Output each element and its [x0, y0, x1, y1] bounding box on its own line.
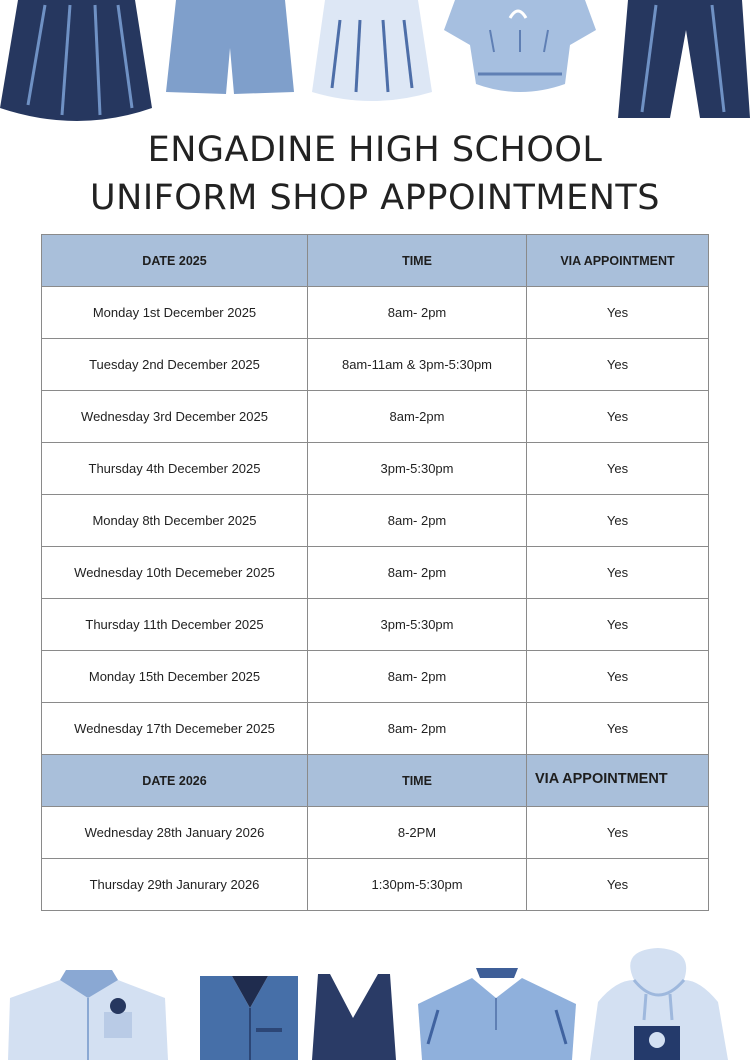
trousers-icon: [618, 0, 750, 118]
page-title: [0, 126, 750, 222]
appointment-cell: Yes: [527, 495, 709, 547]
vest-icon: [200, 976, 298, 1060]
bottom-clothing-illustrations: [0, 940, 750, 1060]
polo-shirt-icon: [418, 968, 576, 1060]
appointment-column-header: VIA APPOINTMENT: [527, 755, 709, 807]
date-cell: Monday 8th December 2025: [42, 495, 308, 547]
table-row: [42, 495, 709, 547]
table-row: [42, 339, 709, 391]
table-row: [42, 391, 709, 443]
date-cell: Wednesday 17th Decemeber 2025: [42, 703, 308, 755]
appointment-cell: Yes: [527, 599, 709, 651]
table-header-row-2026: [42, 755, 709, 807]
appointment-cell: Yes: [527, 391, 709, 443]
time-cell: 8-2PM: [308, 807, 527, 859]
appointment-column-header: VIA APPOINTMENT: [527, 235, 709, 287]
date-cell: Thursday 29th Janurary 2026: [42, 859, 308, 911]
table-row: [42, 703, 709, 755]
date-cell: Tuesday 2nd December 2025: [42, 339, 308, 391]
date-cell: Thursday 11th December 2025: [42, 599, 308, 651]
appointment-cell: Yes: [527, 807, 709, 859]
table-row: [42, 807, 709, 859]
title-line-2: UNIFORM SHOP APPOINTMENTS: [90, 178, 660, 218]
time-cell: 8am- 2pm: [308, 703, 527, 755]
appointment-cell: Yes: [527, 339, 709, 391]
appointment-cell: Yes: [527, 651, 709, 703]
date-cell: Thursday 4th December 2025: [42, 443, 308, 495]
jumper-icon: [444, 0, 596, 92]
dress-icon: [312, 974, 396, 1060]
title-line-1: ENGADINE HIGH SCHOOL: [147, 130, 603, 170]
date-cell: Wednesday 10th Decemeber 2025: [42, 547, 308, 599]
date-cell: Wednesday 3rd December 2025: [42, 391, 308, 443]
time-cell: 1:30pm-5:30pm: [308, 859, 527, 911]
shirt-icon: [8, 970, 168, 1060]
dress-icon: [312, 0, 432, 101]
time-cell: 8am- 2pm: [308, 547, 527, 599]
appointment-cell: Yes: [527, 547, 709, 599]
time-cell: 8am- 2pm: [308, 287, 527, 339]
time-column-header: TIME: [308, 235, 527, 287]
date-cell: Monday 15th December 2025: [42, 651, 308, 703]
time-cell: 3pm-5:30pm: [308, 443, 527, 495]
table-row: [42, 443, 709, 495]
top-clothing-illustrations: [0, 0, 750, 130]
table-row: [42, 287, 709, 339]
date-column-header: DATE 2025: [42, 235, 308, 287]
time-cell: 8am- 2pm: [308, 495, 527, 547]
appointment-cell: Yes: [527, 443, 709, 495]
time-cell: 8am- 2pm: [308, 651, 527, 703]
date-cell: Monday 1st December 2025: [42, 287, 308, 339]
table-row: [42, 651, 709, 703]
table-row: [42, 859, 709, 911]
appointment-cell: Yes: [527, 287, 709, 339]
time-cell: 8am-11am & 3pm-5:30pm: [308, 339, 527, 391]
date-column-header: DATE 2026: [42, 755, 308, 807]
appointment-cell: Yes: [527, 859, 709, 911]
hoodie-icon: [590, 948, 728, 1060]
skirt-icon: [0, 0, 152, 121]
table-row: [42, 599, 709, 651]
date-cell: Wednesday 28th January 2026: [42, 807, 308, 859]
shorts-icon: [166, 0, 294, 94]
time-cell: 3pm-5:30pm: [308, 599, 527, 651]
time-column-header: TIME: [308, 755, 527, 807]
appointment-cell: Yes: [527, 703, 709, 755]
table-row: [42, 547, 709, 599]
table-header-row-2025: [42, 235, 709, 287]
appointments-table: [41, 234, 709, 911]
time-cell: 8am-2pm: [308, 391, 527, 443]
